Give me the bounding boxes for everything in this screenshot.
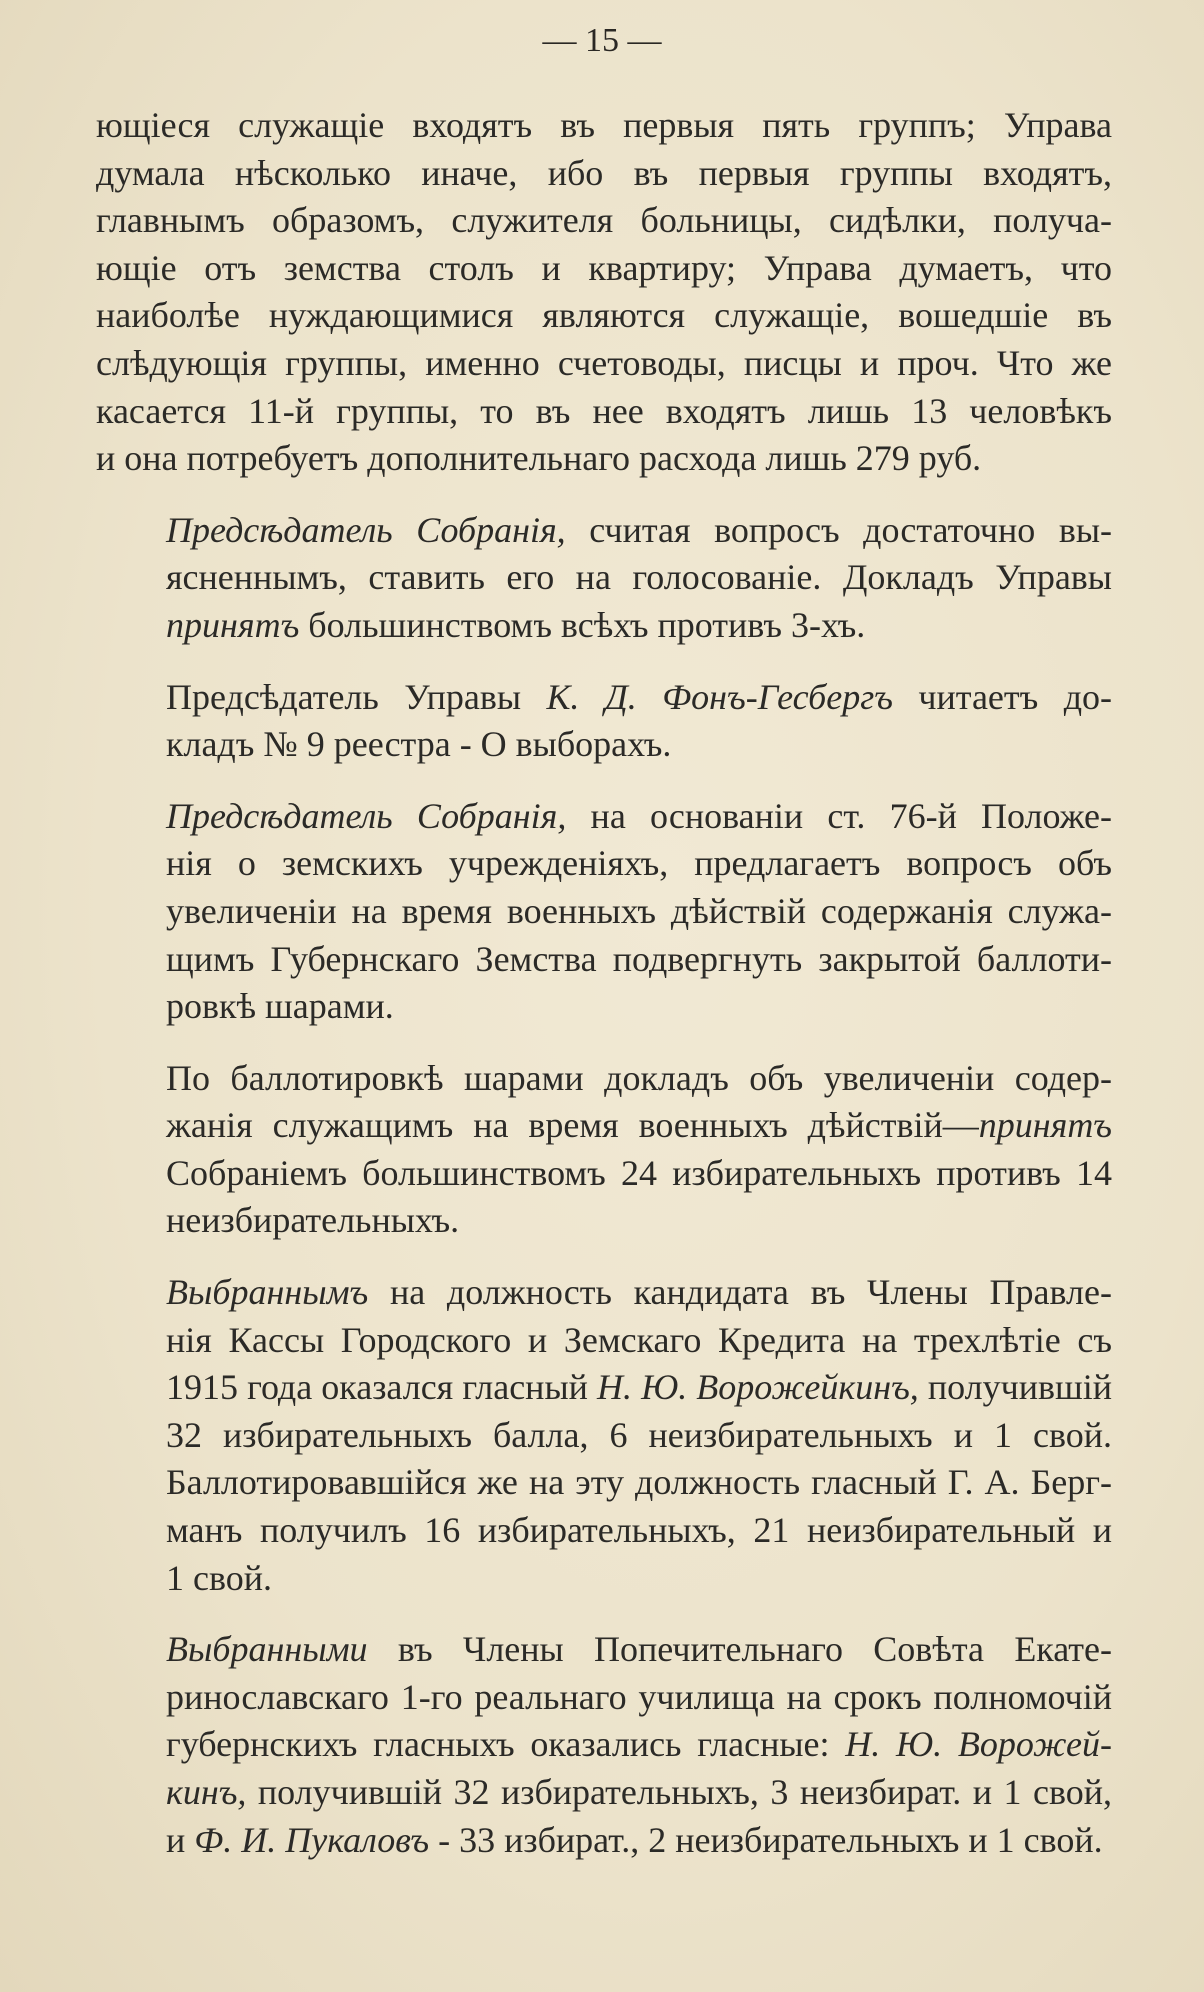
text-line xyxy=(96,1269,1112,1317)
text-line: нія Кассы Городского и Земскаго Кредита на трехлѣтіе съ xyxy=(166,1319,1112,1360)
text-line xyxy=(96,1817,1112,1865)
text-run: получившій 32 избирательныхъ, 3 неизбират. и 1 свой, xyxy=(246,1772,1112,1812)
text-line: кладъ № 9 реестра - О выборахъ. xyxy=(166,724,672,765)
text-run: - 33 избират., 2 неизбирательныхъ и 1 свой. xyxy=(429,1819,1103,1860)
text-run: Предсѣдатель Управы xyxy=(166,676,547,717)
text-line: нія о земскихъ учрежденіяхъ, предлагаетъ вопросъ объ xyxy=(166,843,1112,884)
paragraph-2 xyxy=(96,507,1112,650)
body-text xyxy=(96,102,1112,1888)
italic-phrase: принятъ xyxy=(166,604,300,645)
text-line: ровкѣ шарами. xyxy=(166,986,394,1027)
text-line: ющіеся служащіе входятъ въ первыя пять группъ; Управа xyxy=(96,105,1112,145)
text-line: 1 свой. xyxy=(166,1557,272,1598)
text-line xyxy=(96,1102,1112,1150)
italic-phrase: принятъ xyxy=(978,1105,1112,1146)
text-line: касается 11-й группы, то въ нее входятъ лишь 13 человѣкъ xyxy=(96,390,1112,431)
text-line: 32 избирательныхъ балла, 6 неизбирательныхъ и 1 свой. xyxy=(166,1414,1112,1455)
text-run: губернскихъ гласныхъ оказались гласные: xyxy=(166,1724,846,1765)
paragraph-4 xyxy=(96,793,1112,1031)
text-line xyxy=(96,1769,1112,1817)
text-line: главнымъ образомъ, служителя больницы, сидѣлки, получа- xyxy=(96,200,1112,241)
text-line: увеличеніи на время военныхъ дѣйствій содержанія служа- xyxy=(166,890,1112,931)
text-run: 1915 года оказался гласный xyxy=(166,1367,597,1408)
text-line: думала нѣсколько иначе, ибо въ первыя группы входятъ, xyxy=(96,152,1112,193)
text-line xyxy=(96,793,1112,841)
italic-phrase: Н. Ю. Ворожейкинъ, xyxy=(596,1367,919,1408)
text-run: въ Члены Попечительнаго Совѣта Екате- xyxy=(367,1629,1112,1670)
text-run: и xyxy=(166,1819,195,1860)
text-run: читаетъ до- xyxy=(892,676,1113,717)
text-run: жанія служащимъ на время военныхъ дѣйствій— xyxy=(166,1105,979,1146)
text-line xyxy=(96,1626,1112,1674)
text-line: ясненнымъ, ставить его на голосованіе. Докладъ Управы xyxy=(166,557,1112,598)
text-line xyxy=(96,1364,1112,1412)
text-run: получившій xyxy=(918,1367,1112,1408)
text-line: По баллотировкѣ шарами докладъ объ увеличеніи содер- xyxy=(166,1057,1112,1098)
text-line: ринославскаго 1-го реальнаго училища на срокъ полномочій xyxy=(166,1676,1112,1717)
italic-phrase: Предсѣдатель Собранія, xyxy=(166,509,566,550)
text-line xyxy=(96,674,1112,722)
italic-phrase: Выбранными xyxy=(166,1629,368,1670)
text-line xyxy=(96,1721,1112,1769)
text-line: неизбирательныхъ. xyxy=(166,1200,460,1241)
paragraph-3 xyxy=(96,674,1112,769)
italic-phrase: Н. Ю. Ворожей- xyxy=(845,1724,1112,1765)
page-number: — 15 — xyxy=(542,22,662,59)
text-line: ющіе отъ земства столъ и квартиру; Управа думаетъ, что xyxy=(96,247,1112,288)
text-line xyxy=(96,507,1112,555)
italic-phrase: Ф. И. Пукаловъ xyxy=(194,1819,430,1860)
text-line: Собраніемъ большинствомъ 24 избирательныхъ противъ 14 xyxy=(166,1152,1112,1193)
italic-phrase: К. Д. Фонъ-Гесбергъ xyxy=(546,676,893,717)
text-line: наиболѣе нуждающимися являются служащіе, вошедшіе въ xyxy=(96,295,1112,336)
text-run: большинствомъ всѣхъ противъ 3-хъ. xyxy=(299,604,866,645)
text-line: и она потребуетъ дополнительнаго расхода лишь 279 руб. xyxy=(96,438,982,479)
text-line: слѣдующія группы, именно счетоводы, писцы и проч. Что же xyxy=(96,342,1112,383)
italic-phrase: кинъ, xyxy=(166,1772,247,1812)
text-line xyxy=(96,602,1112,650)
text-run: на основаніи ст. 76-й Положе- xyxy=(566,795,1112,836)
paragraph-1 xyxy=(96,102,1112,483)
text-line: манъ получилъ 16 избирательныхъ, 21 неизбирательный и xyxy=(166,1510,1112,1551)
paragraph-7 xyxy=(96,1626,1112,1864)
text-line: щимъ Губернскаго Земства подвергнуть закрытой баллоти- xyxy=(166,938,1112,979)
text-line: Баллотировавшійся же на эту должность гласный Г. А. Берг- xyxy=(166,1462,1112,1503)
text-run: считая вопросъ достаточно вы- xyxy=(565,509,1112,550)
italic-phrase: Предсѣдатель Собранія, xyxy=(166,795,567,836)
text-run: на должность кандидата въ Члены Правле- xyxy=(368,1272,1112,1313)
paragraph-6 xyxy=(96,1269,1112,1602)
paragraph-5 xyxy=(96,1055,1112,1245)
italic-phrase: Выбраннымъ xyxy=(166,1272,369,1313)
